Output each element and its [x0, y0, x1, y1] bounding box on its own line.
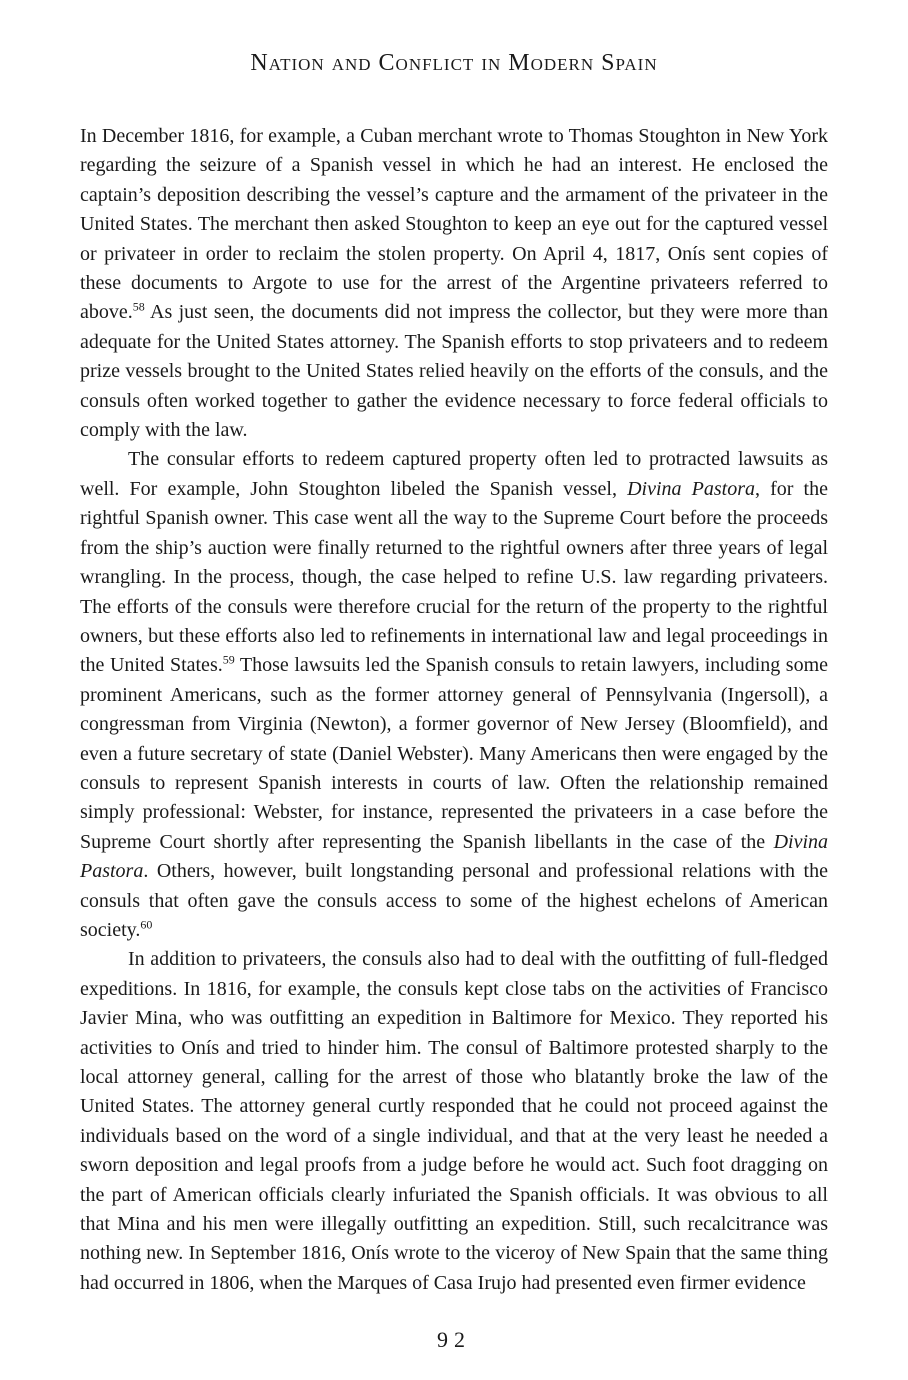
paragraph-text: The consular efforts to redeem captured property often led to protracted lawsuits as well. For example, John Stoughton libeled the Spanish vessel,: [80, 448, 828, 500]
paragraph-text: , for the rightful Spanish owner. This case went all the way to the Supreme Court before the proceeds from the ship’s auction were finally returned to the rightful owners after three years of legal wrangling. In the process, though, the case helped to refine U.S. law regarding privateers. The efforts of the consuls were therefore crucial for the return of the property to the rightful owners, but these efforts also led to refinements in international law and legal proceedings in the United States.: [80, 477, 828, 677]
paragraph-1: [80, 122, 828, 445]
ship-name: Divina Pastora: [627, 477, 755, 500]
page-number: 92: [437, 1327, 471, 1352]
footnote-ref-59: 59: [222, 652, 235, 667]
paragraph-text: In addition to privateers, the consuls also had to deal with the outfitting of full-fledged expeditions. In 1816, for example, the consuls kept close tabs on the activities of Francisco Javier Mina, who was outfitting an expedition in Baltimore for Mexico. They reported his activities to Onís and tried to hinder him. The consul of Baltimore protested sharply to the local attorney general, calling for the arrest of those who blatantly broke the law of the United States. The attorney general curtly responded that he could not proceed against the individuals based on the word of a single individual, and that at the very least he needed a sworn deposition and legal proofs from a judge before he would act. Such foot dragging on the part of American officials clearly infuriated the Spanish officials. It was obvious to all that Mina and his men were illegally outfitting an expedition. Still, such recalcitrance was nothing new. In September 1816, Onís wrote to the viceroy of New Spain that the same thing had occurred in 1806, when the Marques of Casa Irujo had presented even firmer evidence: [80, 948, 828, 1294]
body-text: [80, 122, 828, 1298]
paragraph-text: . Others, however, built longstanding personal and professional relations with the consuls that often gave the consuls access to some of the highest echelons of American society.: [80, 860, 828, 941]
paragraph-text: Those lawsuits led the Spanish consuls to retain lawyers, including some prominent Americans, such as the former attorney general of Pennsylvania (Ingersoll), a congressman from Virginia (Newton), a former governor of New Jersey (Bloomfield), and even a future secretary of state (Daniel Webster). Many Americans then were engaged by the consuls to represent Spanish interests in courts of law. Often the relationship remained simply professional: Webster, for instance, represented the privateers in a case before the Supreme Court shortly after representing the Spanish libellants in the case of the: [80, 654, 829, 853]
paragraph-2: [80, 445, 828, 945]
paragraph-text: In December 1816, for example, a Cuban merchant wrote to Thomas Stoughton in New York regarding the seizure of a Spanish vessel in which he had an interest. He enclosed the captain’s deposition describing the vessel’s capture and the armament of the privateer in the United States. The merchant then asked Stoughton to keep an eye out for the captured vessel or privateer in order to reclaim the stolen property. On April 4, 1817, Onís sent copies of these documents to Argote to use for the arrest of the Argentine privateers referred to above.: [80, 125, 828, 324]
paragraph-3: [80, 945, 828, 1298]
footnote-ref-58: 58: [132, 299, 145, 314]
paragraph-text: As just seen, the documents did not impress the collector, but they were more than adequate for the United States attorney. The Spanish efforts to stop privateers and to redeem prize vessels brought to the United States relied heavily on the efforts of the consuls, and the consuls often worked together to gather the evidence necessary to force federal officials to comply with the law.: [80, 301, 828, 442]
running-head: Nation and Conflict in Modern Spain: [250, 50, 658, 76]
footnote-ref-60: 60: [140, 917, 153, 932]
ship-name: Divina Pastora: [80, 830, 828, 883]
